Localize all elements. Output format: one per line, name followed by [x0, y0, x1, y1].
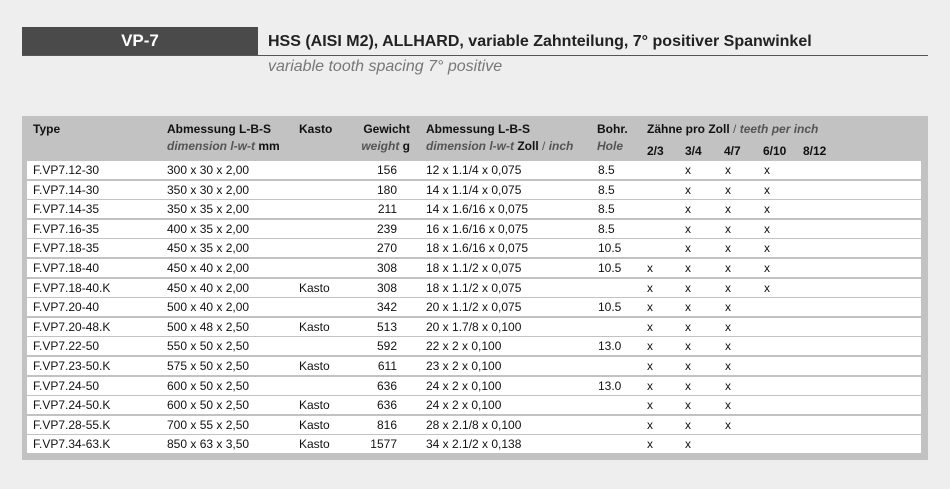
cell-hole: 10.5 [598, 241, 622, 256]
col-subheader-hole: Hole [597, 139, 624, 153]
cell-dimension-mm: 500 x 40 x 2,00 [167, 300, 250, 315]
cell-dimension-mm: 550 x 50 x 2,50 [167, 339, 250, 354]
cell-weight: 156 [376, 163, 397, 177]
cell-tpi-3-4: x [685, 261, 691, 275]
title-english: variable tooth spacing 7° positive [268, 58, 503, 75]
cell-tpi-2-3: x [647, 359, 653, 373]
cell-kasto: Kasto [299, 417, 330, 432]
cell-weight: 239 [376, 221, 397, 236]
cell-dimension-mm: 450 x 35 x 2,00 [167, 241, 250, 256]
cell-dimension-inch: 18 x 1.1/2 x 0,075 [426, 261, 522, 275]
cell-hole: 8.5 [598, 182, 615, 197]
cell-tpi-3-4: x [685, 202, 691, 217]
cell-tpi-4-7: x [725, 163, 731, 177]
cell-weight: 270 [376, 241, 397, 256]
cell-dimension-mm: 575 x 50 x 2,50 [167, 359, 250, 373]
cell-dimension-mm: 400 x 35 x 2,00 [167, 221, 250, 236]
cell-type: F.VP7.28-55.K [33, 417, 111, 432]
cell-dimension-mm: 700 x 55 x 2,50 [167, 417, 250, 432]
cell-hole: 10.5 [598, 300, 622, 315]
cell-dimension-inch: 20 x 1.7/8 x 0,100 [426, 319, 522, 334]
cell-weight: 611 [377, 359, 397, 373]
cell-dimension-inch: 20 x 1.1/2 x 0,075 [426, 300, 522, 315]
table-row [27, 200, 921, 218]
cell-tpi-2-3: x [647, 437, 653, 452]
cell-tpi-6-10: x [764, 182, 770, 197]
cell-dimension-inch: 18 x 1.6/16 x 0,075 [426, 241, 529, 256]
cell-tpi-4-7: x [725, 280, 731, 295]
cell-tpi-4-7: x [725, 241, 731, 256]
tpi-header-3-4: 3/4 [685, 144, 702, 158]
col-header-dim-inch: Abmessung L-B-S [426, 122, 531, 136]
cell-tpi-6-10: x [764, 163, 770, 177]
cell-type: F.VP7.12-30 [33, 163, 100, 177]
cell-weight: 308 [376, 261, 397, 275]
cell-tpi-4-7: x [725, 261, 731, 275]
cell-type: F.VP7.18-40 [33, 261, 100, 275]
tpi-header-2-3: 2/3 [647, 144, 664, 158]
cell-tpi-3-4: x [685, 398, 691, 413]
cell-dimension-inch: 12 x 1.1/4 x 0,075 [426, 163, 522, 177]
cell-weight: 1577 [370, 437, 397, 452]
col-subheader-weight: weight g [361, 139, 410, 153]
cell-tpi-2-3: x [647, 398, 653, 413]
table-row [27, 161, 921, 179]
cell-dimension-mm: 500 x 48 x 2,50 [167, 319, 250, 334]
col-header-teeth: Zähne pro Zoll / teeth per inch [647, 122, 819, 136]
col-header-dim-mm: Abmessung L-B-S [167, 122, 272, 136]
col-header-hole: Bohr. [597, 122, 628, 136]
cell-type: F.VP7.22-50 [33, 339, 100, 354]
table-row [27, 318, 921, 336]
cell-tpi-4-7: x [725, 417, 731, 432]
cell-tpi-3-4: x [685, 417, 691, 432]
product-code-badge [22, 27, 258, 55]
cell-type: F.VP7.34-63.K [33, 437, 111, 452]
table-row [27, 377, 921, 395]
cell-type: F.VP7.18-35 [33, 241, 100, 256]
title-german: HSS (AISI M2), ALLHARD, variable Zahnteilung, 7° positiver Spanwinkel [268, 33, 812, 50]
table-row [27, 181, 921, 199]
table-row [27, 435, 921, 453]
cell-weight: 636 [376, 378, 397, 393]
cell-tpi-4-7: x [725, 202, 731, 217]
cell-type: F.VP7.24-50.K [33, 398, 111, 413]
cell-dimension-mm: 350 x 35 x 2,00 [167, 202, 250, 217]
col-header-kasto: Kasto [299, 122, 333, 136]
cell-kasto: Kasto [299, 280, 330, 295]
cell-dimension-inch: 14 x 1.1/4 x 0,075 [426, 182, 522, 197]
cell-hole: 10.5 [598, 261, 622, 275]
cell-weight: 308 [376, 280, 397, 295]
table-row [27, 239, 921, 257]
cell-tpi-3-4: x [685, 359, 691, 373]
tpi-header-6-10: 6/10 [763, 144, 787, 158]
cell-tpi-3-4: x [685, 437, 691, 452]
tpi-header-4-7: 4/7 [724, 144, 741, 158]
cell-dimension-inch: 18 x 1.1/2 x 0,075 [426, 280, 522, 295]
table-row [27, 298, 921, 316]
cell-dimension-mm: 300 x 30 x 2,00 [167, 163, 250, 177]
cell-tpi-4-7: x [725, 182, 731, 197]
table-row [27, 396, 921, 414]
cell-dimension-mm: 450 x 40 x 2,00 [167, 280, 250, 295]
cell-dimension-inch: 16 x 1.6/16 x 0,075 [426, 221, 529, 236]
cell-tpi-3-4: x [685, 319, 691, 334]
cell-dimension-inch: 28 x 2.1/8 x 0,100 [426, 417, 522, 432]
cell-dimension-inch: 24 x 2 x 0,100 [426, 378, 502, 393]
cell-tpi-4-7: x [725, 221, 731, 236]
product-code: VP-7 [121, 31, 159, 50]
cell-type: F.VP7.20-48.K [33, 319, 111, 334]
cell-dimension-mm: 600 x 50 x 2,50 [167, 398, 250, 413]
cell-tpi-6-10: x [764, 221, 770, 236]
cell-type: F.VP7.23-50.K [33, 359, 111, 373]
cell-kasto: Kasto [299, 437, 330, 452]
col-header-type: Type [33, 122, 61, 136]
cell-dimension-inch: 24 x 2 x 0,100 [426, 398, 502, 413]
cell-tpi-4-7: x [725, 359, 731, 373]
col-subheader-dim-mm: dimension l-w-t mm [167, 139, 280, 153]
cell-tpi-3-4: x [685, 182, 691, 197]
cell-tpi-3-4: x [685, 378, 691, 393]
cell-dimension-mm: 600 x 50 x 2,50 [167, 378, 250, 393]
cell-tpi-4-7: x [725, 319, 731, 334]
cell-tpi-2-3: x [647, 339, 653, 354]
cell-type: F.VP7.24-50 [33, 378, 100, 393]
cell-weight: 636 [376, 398, 397, 413]
cell-tpi-6-10: x [764, 241, 770, 256]
cell-dimension-mm: 350 x 30 x 2,00 [167, 182, 250, 197]
table-row [27, 279, 921, 297]
cell-type: F.VP7.16-35 [33, 221, 100, 236]
cell-tpi-6-10: x [764, 202, 770, 217]
cell-dimension-mm: 450 x 40 x 2,00 [167, 261, 250, 275]
cell-tpi-2-3: x [647, 319, 653, 334]
tpi-header-8-12: 8/12 [803, 144, 827, 158]
cell-tpi-3-4: x [685, 280, 691, 295]
header-divider [22, 55, 928, 56]
cell-tpi-6-10: x [764, 261, 770, 275]
cell-dimension-mm: 850 x 63 x 3,50 [167, 437, 250, 452]
col-header-weight: Gewicht [363, 122, 410, 136]
cell-tpi-4-7: x [725, 300, 731, 315]
cell-weight: 513 [376, 319, 397, 334]
cell-hole: 13.0 [598, 378, 622, 393]
cell-weight: 180 [376, 182, 397, 197]
cell-dimension-inch: 34 x 2.1/2 x 0,138 [426, 437, 522, 452]
table-row [27, 259, 921, 277]
cell-type: F.VP7.18-40.K [33, 280, 111, 295]
table-row [27, 220, 921, 238]
cell-tpi-2-3: x [647, 280, 653, 295]
table-row [27, 337, 921, 355]
table-row [27, 357, 921, 375]
cell-weight: 342 [376, 300, 397, 315]
cell-tpi-3-4: x [685, 221, 691, 236]
cell-weight: 816 [376, 417, 397, 432]
cell-tpi-2-3: x [647, 378, 653, 393]
table-row [27, 416, 921, 434]
cell-hole: 8.5 [598, 163, 615, 177]
col-subheader-dim-inch: dimension l-w-t Zoll / inch [426, 139, 574, 153]
cell-dimension-inch: 14 x 1.6/16 x 0,075 [426, 202, 529, 217]
cell-kasto: Kasto [299, 319, 330, 334]
cell-tpi-4-7: x [725, 339, 731, 354]
cell-tpi-3-4: x [685, 339, 691, 354]
cell-weight: 211 [377, 202, 397, 217]
cell-tpi-2-3: x [647, 300, 653, 315]
cell-tpi-4-7: x [725, 398, 731, 413]
cell-dimension-inch: 22 x 2 x 0,100 [426, 339, 502, 354]
cell-kasto: Kasto [299, 398, 330, 413]
cell-hole: 13.0 [598, 339, 622, 354]
cell-tpi-6-10: x [764, 280, 770, 295]
cell-tpi-3-4: x [685, 300, 691, 315]
cell-hole: 8.5 [598, 221, 615, 236]
cell-tpi-4-7: x [725, 378, 731, 393]
cell-tpi-3-4: x [685, 241, 691, 256]
cell-weight: 592 [376, 339, 397, 354]
cell-type: F.VP7.14-35 [33, 202, 100, 217]
cell-kasto: Kasto [299, 359, 330, 373]
cell-dimension-inch: 23 x 2 x 0,100 [426, 359, 502, 373]
cell-hole: 8.5 [598, 202, 615, 217]
cell-tpi-2-3: x [647, 417, 653, 432]
cell-tpi-2-3: x [647, 261, 653, 275]
cell-tpi-3-4: x [685, 163, 691, 177]
cell-type: F.VP7.14-30 [33, 182, 100, 197]
cell-type: F.VP7.20-40 [33, 300, 100, 315]
